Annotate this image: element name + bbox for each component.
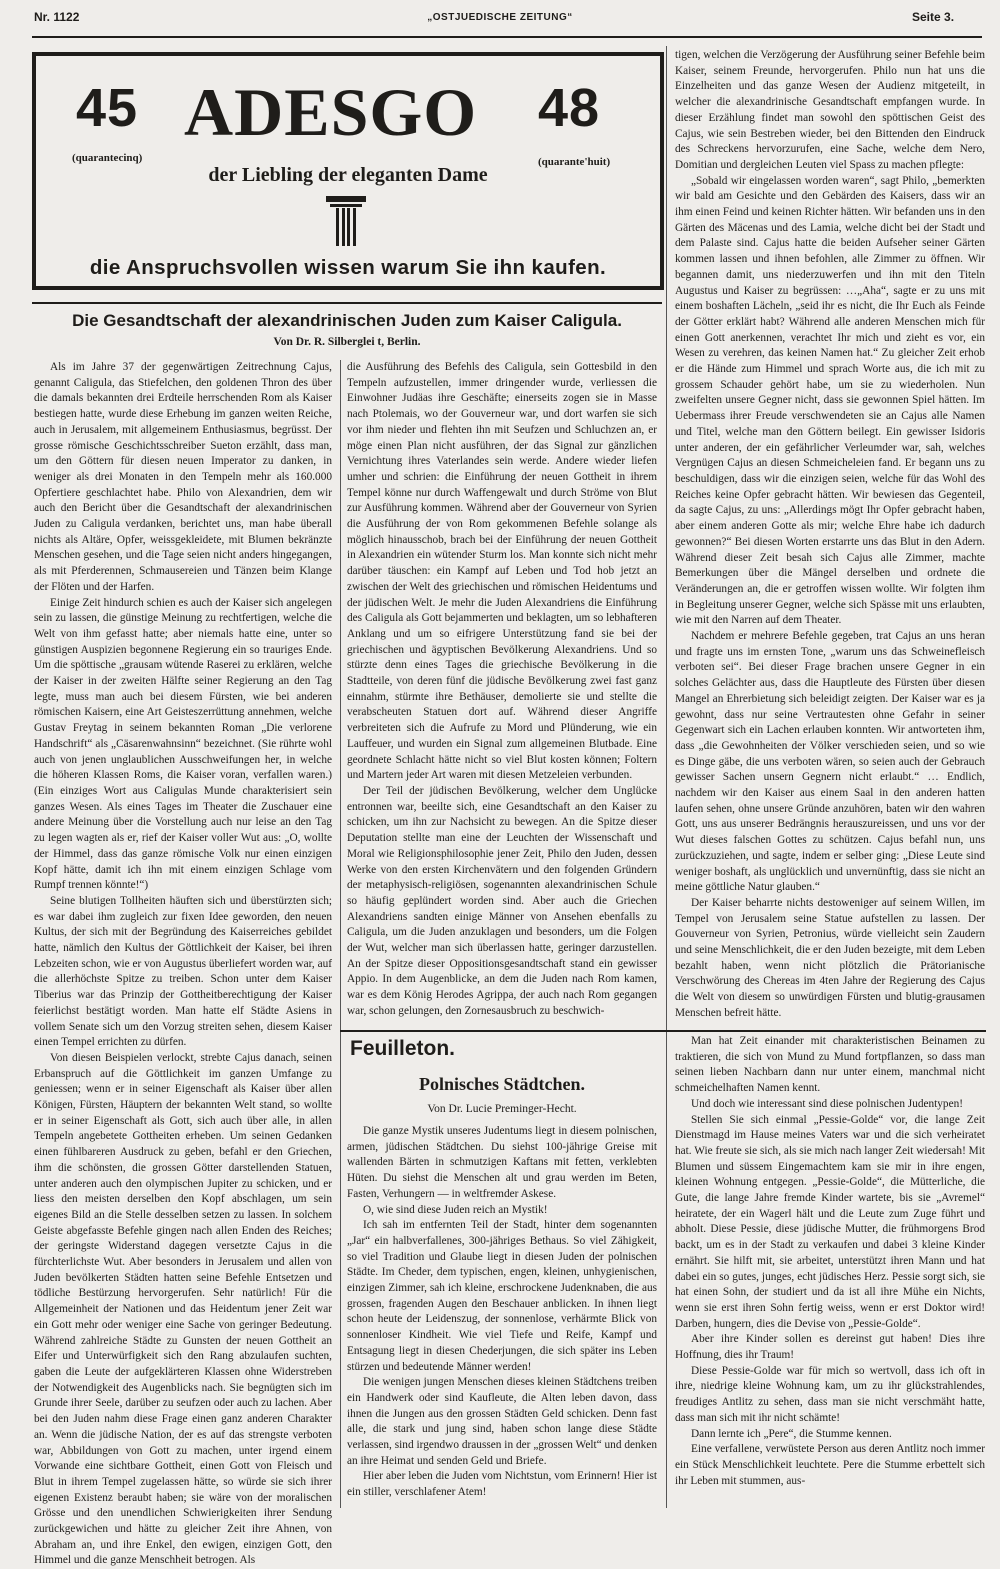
header-rule — [32, 36, 982, 38]
article-paragraph: Nachdem er mehrere Befehle gegeben, trat Cajus an uns heran und fragte uns im ernsten Tone, „warum uns das Schweinefleisch verboten sei“. Bei dieser Frage brachen unsere Gegner in ein solches Gelächter aus, dass die Hauptleute des Fürsten über diesen Mangel an Ehrerbietung sich beleidigt zeigten. Der Kaiser war es ja gewohnt, dass nur seine Vertrautesten ohne Gefahr in seiner Gegenwart sich ein Lachen erlauben konnten. Wir antworteten ihm, dass „die Gewohnheiten der Völker verschieden seien, und so wie es Dinge gäbe, die uns verboten wären, so seien auch der Gebrauch gewisser Sachen unsern Gegnern nicht erlaubt.“ … Endlich, nachdem wir den Kaiser aus einem Saal in den anderen hatten laufen sehen, ohne unsere Gründe anzuhören, baten wir den wahren Gott, uns aus unserer Bedrängnis herauszureissen, und uns vor der Wut dieses falschen Gottes zu schützen. Cajus befahl nun, uns zurückzuziehen, und sagte, indem er selber ging: „Diese Leute sind weniger boshaft, als unglücklich und unvernünftig, dass sie nicht an meine göttliche Natur glauben.“ — [675, 630, 985, 894]
article-paragraph: „Sobald wir eingelassen worden waren“, sagt Philo, „bemerkten wir bald am Gesichte und den Gebärden des Kaisers, dass wir an ihm einen Feind und keinen Richter hätten. Wir befanden uns in den Gärten des Mäcenas und des Lamia, welche dicht bei der Stadt und dem Palaste sind. Cajus hatte die beiden Aufseher seiner Gärten kommen lassen und ihnen befohlen, alle Zimmer zu öffnen. Wir begannen damit, uns niederzuwerfen und ihn mit den Titeln Augustus und Kaiser zu begrüssen: …„Aha“, sagte er zu uns mit einem boshaften Lächeln, „seid ihr es nicht, die Ihr Euch als Feinde der Götter erklärt habt? Während alle anderen Menschen mich für einen Gott anerkennen, verachtet Ihr mich und zieht es vor, ein Wesen zu verehren, das keinen Namen hat.“ Zu gleicher Zeit erhob er die Hände zum Himmel und sprach Worte aus, die ich mit zu grossem Schauder gehört habe, um sie zu wiederholen. Nun zweifelten unsere Gegner nicht, dass sie gewonnen Spiel hätten. Im Uebermass ihrer Freude verschwendeten sie an Cajus alle Namen und Titel, welche man den Göttern beilegt. Ein gewisser Isidoris unter anderen, der ein gefährlicher Verleumder war, sah, welches Vergnügen Cajus an diesen Schmeicheleien fand. Er begann uns zu beschuldigen, dass wir die einzigen seien, welche für das Wohl des Reiches keine Opfer gebracht hätten. Wir bewiesen das Gegenteil, da sagte Cajus, zu uns: „Allerdings mögt Ihr Opfer gebracht haben, aber einem anderen Gotte als mir; welche Ehre habe ich dadurch gewonnen?“ Bei diesen Worten erstarrte uns das Blut in den Adern. Während dieser Zeit besah sich Cajus alle Zimmer, machte Bemerkungen über die Mängel derselben und ordnete die Veränderungen an, die er getroffen wissen wollte. Wir folgten ihm in Begleitung unserer Gegner, welche sich Spässe mit uns erlaubten, wie mit den Narren auf dem Theater. — [675, 174, 985, 627]
issue-number: Nr. 1122 — [34, 10, 80, 24]
feuilleton-column-1 — [347, 1124, 657, 1510]
column-divider — [340, 360, 341, 1508]
feuilleton-paragraph: Ich sah im entfernten Teil der Stadt, hinter dem sogenannten „Jar“ ein halbverfallenes, 300-jähriges Bethaus. So viel Zähigkeit, so viel Tradition und Glaube liegt in diesen Juden der polnischen Städte. Im Cheder, dem typischen, engen, kleinen, unhygienischen, einzigen Zimmer, sah ich kleine, erschrockene Judenknaben, die aus grossen, fragenden Augen den Beschauer anblicken. In ihnen liegt schon heute der Leidenszug, der sonnenlose, verhärmte Blick von sonnenloser Kindheit. Wie viel Tiefe und Reife, Kampf und Entsagung liegt in diesen Chederjungen, die sich später ins Leben stürzen und bedeutende Männer werden! — [347, 1219, 657, 1373]
feuilleton-paragraph: Und doch wie interessant sind diese polnischen Judentypen! — [691, 1097, 964, 1110]
ad-tagline: die Anspruchsvollen wissen warum Sie ihn kaufen. — [89, 256, 607, 279]
ad-number-right: 48 — [538, 78, 601, 138]
article-paragraph: Einige Zeit hindurch schien es auch der Kaiser sich angelegen sein zu lassen, die günstige Meinung zu rechtfertigen, welche die Welt von ihm gefasst hatte; aber niemals hatte eine, unter so günstigen Auspizien begonnene Regierung ein so trauriges Ende. Um die spöttische „grausam wütende Raserei zu erklären, welche der Kaiser in der zweiten Hälfte seiner Regierung an den Tag legte, muss man auch bei diesem Fürsten, wie bei anderen römischen Kaisern, eine Art Geisteszerrüttung annehmen, welche Gustav Freytag in seinem bekannten Roman „Die verlorene Handschrift“ als „Cäsarenwahnsinn“ bezeichnet. (Sie rührte wohl auch von jenen unglaublichen Ausschweifungen her, in welche die höheren Klassen Roms, die Kaiser voran, verfallen waren.) (Ein einziges Wort aus Caligulas Munde charakterisiert sein ganzes Wesen. Als eines Tages im Theater die Zuschauer eine andere Meinung über die Vorstellung auch nur leise an den Tag zu legen wagten als er, rief der Kaiser voller Wut aus: „O, wollte der Himmel, dass das ganze römische Volk nur einen einzigen Kopf hätte, damit ich ihn mit einem einzigen Schlage vom Rumpf trennen könnte!“) — [34, 596, 332, 892]
article-paragraph: tigen, welchen die Verzögerung der Ausführung seiner Befehle beim Kaiser, seinem Freunde, hervorgerufen. Philo nun hat uns die Einzelheiten und das ganze Wesen der Audienz mitgeteilt, in welcher die alexandrinische Gesandtschaft empfangen wurde. In dieser Erzählung findet man sowohl den spöttischen Geist des Cajus, wie sein Bestreben wieder, bei den Bittenden den Eindruck des Schreckens hervorzurufen, eine Sache, welche dem Nero, Domitian und dergleichen Leuten viel Spass zu machen pflegte: — [675, 49, 985, 171]
article-paragraph: Der Kaiser beharrte nichts destoweniger auf seinem Willen, im Tempel von Jerusalem seine Statue aufstellen zu lassen. Der Gouverneur von Syrien, Petronius, würde vielleicht sein Zaudern und seine Menschlichkeit, die er den Juden bezeigte, mit dem Leben bezahlt haben, wenn nicht plötzlich die Prätorianische Verschwörung des Chereas im 4ten Jahre der Regierung des Cajus die Welt von diesem so unwürdigen Fürsten und blutig-grausamen Menschen befreit hätte. — [675, 896, 985, 1019]
ad-brand: ADESGO — [184, 74, 478, 150]
masthead: „OSTJUEDISCHE ZEITUNG“ — [427, 12, 573, 23]
article-paragraph: Der Teil der jüdischen Bevölkerung, welcher dem Unglücke entronnen war, beeilte sich, eine Gesandtschaft an den Kaiser zu schicken, um ihn zur Nachsicht zu bewegen. An die Spitze dieser Deputation stellte man eine der Leuchten der Wissenschaft und Moral wie Religionsphilosophie jener Zeit, Philo den Juden, dessen Werke von den ersten Kirchenvätern und den folgenden Gründern der metaphysisch-religiösen, sogenannten alexandrinischen Schule so häufig geplündert worden sind. Aber auch die Griechen Alexandriens sandten einige Männer von Ansehen ebenfalls zu Caligula, um die Juden anzuklagen und besonders, um die Folgen der Wut, welcher man sich überlassen hatte, geringer darzustellen. An der Spitze dieser Oppositionsgesandtschaft stand ein gewisser Appio. In dem Augenblicke, an dem die Juden nach Rom kamen, war es dem König Herodes Agrippa, der auch nach Rom gegangen war, schon gelungen, den Zornesausbruch zu beschwich- — [347, 784, 657, 1017]
column-divider — [666, 46, 667, 1508]
ad-logo-mark — [326, 196, 366, 248]
feuilleton-paragraph: Die wenigen jungen Menschen dieses kleinen Städtchens treiben ein Handwerk oder sind Kaufleute, die Alten leben davon, dass ihnen die Jungen aus den grossen Städten Geld schicken. Denn fast alle, die stark und jung sind, haben schon lange diese Städte verlassen, sind irgendwo draussen in der „grossen Welt“ und denken an ihre Heimat und senden Geld und Briefe. — [347, 1376, 657, 1467]
article-title: Die Gesandtschaft der alexandrinischen Juden zum Kaiser Caligula. — [72, 311, 622, 330]
article-top-rule — [32, 302, 662, 304]
article-paragraph: Seine blutigen Tollheiten häuften sich und überstürzten sich; es war dabei ihm zugleich zur fixen Idee geworden, den neuen Kultus, der sich mit der Begründung des Kaiserreiches gebildet hatte, nämlich den Kultus der Göttlichkeit der Kaiser, bei ihren Lebzeiten schon, wie er von Augustus überliefert worden war, auf die allerhöchste Spitze zu treiben. Schon unter dem Kaiser Tiberius war das Prinzip der Gottheitberechtigung der Kaiser feierlichst bestätigt worden. Man hatte elf Städte Asiens in vollem Senate sich um den Vorzug streiten sehen, diesem Kaiser einen Tempel errichten zu dürfen. — [34, 894, 332, 1049]
feuilleton-paragraph: Stellen Sie sich einmal „Pessie-Golde“ vor, die lange Zeit Dienstmagd im Hause meines Vaters war und die sich verheiratet hat. Wie freute sie sich, als sie mich nach langer Zeit wiedersah! Mit Blumen und süssem Eingemachtem kam sie mir in ihre engen, kleinen Wohnung entgegen. „Pessie-Golde“, die Mütterliche, die Gute, die lange Jahre fremde Kinder wartete, bis sie „Avremel“ heiratete, der ein Wagerl hält und die Leute zum Zuge führt und abholt. Diese Pessie, diese jüdische Mutter, die frühmorgens Brod backt, um es in der Stadt zu verkaufen und dabei 3 kleine Kinder ernährt. Sie hilft mit, sie arbeitet, unterstützt ihren Mann und hat dabei ein so gutes, junges, echt jüdisches Herz. Pessie sorgt sich, sie hat einen Sohn, der studiert und da ist all ihre Mühe ein Nichts, wenn sie erst ihren Sohn fertig weiss, wenn er erst Doktor wird! Darben, hungern, dies die Devise von „Pessie-Golde“. — [675, 1113, 985, 1330]
feuilleton-title: Polnisches Städtchen. — [418, 1074, 586, 1094]
article-paragraph: die Ausführung des Befehls des Caligula, sein Gottesbild in den Tempeln aufzustellen, immer dringender wurde, verliessen die Einwohner Judäas ihre Geschäfte; einerseits zogen sie in Masse nach Ptolemais, wo der Gouverneur war, und dort warfen sie sich vor ihm nieder und flehten ihn mit Seufzen und Schluchzen an, er möge einen Plan nicht ausführen, der das Signal zur gänzlichen Vernichtung ihres Vaterlandes sein werde. Andere wieder liefen umher und schrien: die Einführung der neuen Gottheit in ihrem Tempel könne nur durch Waffengewalt und durch Ströme von Blut zur Ausführung kommen. Während aber der Gouverneur von Syrien die Ausführung der von Rom gekommenen Befehle solange als möglich hinausschob, brach bei der Einführung der neuen Gottheit in Alexandrien ein wütender Sturm los. Man konnte sich nicht mehr darüber täuschen: ein Kampf auf Leben und Tod hob jetzt an zwischen der Welt des griechischen und römischen Heidentums und der jüdischen Welt. Je mehr die Juden Alexandriens die Einführung des Caligula als Gott bejammerten und beklagten, um so lebhafteren Anklang und um so eifrigere Unterstützung fand sie bei der griechischen und ägyptischen Bevölkerung Alexandriens. Und so stürzte denn eines Tages die griechische Bevölkerung in die Stadtteile, von deren fünf die jüdische Bevölkerung zwei fast ganz einnahm, stürmte ihre Bethäuser, demolierte sie und stellte die verabscheuten Statuen dort auf. Während dieser Angriffe verbreiteten sich die Aufrufe zu Mord und Plünderung, wie ein Lauffeuer, und wurden ein Signal zum allgemeinen Blutbade. Eine geordnete Schlacht hätte nicht so viel Blut kosten können; Foltern und Martern jeder Art waren mit diesen Metzeleien verbunden. — [347, 361, 657, 782]
feuilleton-paragraph: Dann lernte ich „Pere“, die Stumme kennen. — [691, 1427, 892, 1440]
article-paragraph: Als im Jahre 37 der gegenwärtigen Zeitrechnung Cajus, genannt Caligula, das Stiefelchen, den goldenen Thron des über die damals bekannten drei Erdteile herrschenden Rom als Kaiser bestiegen hatte, wurde diese Erhebung im ganzen weiten Reiche, auch in Jerusalem, mit allgemeinem Enthusiasmus, begrüsst. Der grosse römische Geschichtsschreiber Sueton erzählt, dass man, um den Göttern für diesen neuen Imperator zu danken, in weniger als drei Monaten in den Tempeln mehr als 160.000 Opfertiere geschlachtet habe. Philo von Alexandrien, dem wir auch den Bericht über die Gesandtschaft der alexandrinischen Juden zu Caligula verdanken, berichtet uns, man habe überall nichts als Altäre, Opfer, weissgekleidete, mit Blumen bekränzte Menschen gesehen, und die Tage seien nicht anders hingegangen, als mit Pferderennen, Schmausereien und Tänzen beim Klange der Flöten und der Harfen. — [34, 361, 332, 593]
ad-pronunciation-left: (quarantecinq) — [72, 152, 143, 164]
feuilleton-column-2 — [675, 1034, 985, 1510]
article-paragraph: Von diesen Beispielen verlockt, strebte Cajus danach, seinen Erbanspruch auf die Göttlichkeit im ganzen Umfange zu geniessen; wenn er in seiner Eigenschaft als Kaiser über allen Königen, Fürsten, Häuptern der bekannten Welt stand, so wollte er in seiner Eigenschaft als Gott, sich auch über alle, in allen Tempeln angebetete Gottheiten erheben. Um seinen Gedanken einen fühlbareren Ausdruck zu geben, befahl er den Griechen, ihm die schönsten, die grossen Götter darstellenden Statuen, unter anderen auch den olympischen Jupiter zu schicken, und er liess den meisten derselben den Kopf abschlagen, um sein eigenes Bild an die Stelle desselben setzen zu lassen. In solchem Geiste abgefasste Befehle gingen nach allen Enden des Reiches; der geringste Widerstand dagegen versetzte Cajus in die fürchterlichste Wut. Aber besonders in Jerusalem und allen von Juden bevölkerten Städten hatten seine Befehle Entsetzen und tödliche Bestürzung hervorgerufen. Sehr natürlich! Für die Allgemeinheit der Nationen und das Heidentum jener Zeit war ein Gott mehr oder weniger eine Sache von geringer Bedeutung. Während zahlreiche Städte zu Gunsten der neuen Gottheit an Eifer und Unterwürfigkeit sich den Rang abzulaufen suchten, gaben die Leute der aufgeklärteren Klassen ohne Widerstreben der Notwendigkeit des Augenblicks nach. Sie begnügten sich im Grunde ihrer Seele, darüber zu seufzen oder auch zu lachen. Aber bei den Juden nahm diese Frage einen ganz anderen Charakter an. Wenn die jüdische Nation, der es auf das strengste verboten war, Abbildungen von Gott zu machen, unter irgend einem Vorwande eine sichtbare Gottheit, einen Gott von Fleisch und Blut in ihrem Tempel zugelassen hätte, so würde sie sich ihrer eigenen Existenz beraubt haben; sie wäre von der moralischen Grösse und den unendlichen Schwierigkeiten ihrer Sendung zurückgewichen und hätte zu gleicher Zeit ihre Ahnen, von Abraham an, und ihre Enkel, den ewigen, einzigen Gott, den Himmel und die ganze Menschheit betrogen. Als — [34, 1051, 332, 1567]
feuilleton-paragraph: Aber ihre Kinder sollen es dereinst gut haben! Dies ihre Hoffnung, dies ihr Traum! — [675, 1333, 985, 1362]
adesgo-advertisement — [32, 52, 664, 290]
ad-number-left: 45 — [76, 78, 139, 138]
feuilleton-paragraph: O, wie sind diese Juden reich an Mystik! — [363, 1203, 548, 1216]
page-header — [0, 0, 1000, 40]
article-column-3 — [675, 48, 985, 1026]
article-column-2 — [347, 360, 657, 1026]
page-number: Seite 3. — [912, 10, 955, 24]
feuilleton-paragraph: Man hat Zeit einander mit charakteristischen Beinamen zu traktieren, die sich von Mund zu Mund fortpflanzen, so dass man seinen lieben Nachbarn dann nur unter einem, manchmal nicht schmeichelhaften Namen kennt. — [675, 1035, 985, 1095]
feuilleton-paragraph: Die ganze Mystik unseres Judentums liegt in diesem polnischen, armen, jüdischen Städtchen. Du siehst 100-jährige Greise mit wallenden Bärten in schmutzigen Kaftans mit fetten, verklebten Hüten. Du siehst die Menschen alt und grau werden im Beten, Fasten, Verhungern — in weltfremder Askese. — [347, 1125, 657, 1200]
ad-pronunciation-right: (quarante'huit) — [538, 156, 611, 168]
feuilleton-rule — [340, 1030, 986, 1032]
article-byline: Von Dr. R. Silberglei t, Berlin. — [273, 336, 421, 348]
article-column-1 — [34, 360, 332, 1567]
feuilleton-byline: Von Dr. Lucie Preminger-Hecht. — [427, 1103, 577, 1115]
feuilleton-paragraph: Diese Pessie-Golde war für mich so wertvoll, dass ich oft in ihre, niedrige kleine Wohnung kam, um zu ihr glückstrahlendes, freudiges Antlitz zu sehen, dass man sie nicht verschmäht hatte, dass man sich mit ihr nicht schämte! — [675, 1364, 985, 1424]
feuilleton-paragraph: Hier aber leben die Juden vom Nichtstun, vom Erinnern! Hier ist ein stiller, verschlafener Atem! — [347, 1470, 657, 1499]
feuilleton-section-title: Feuilleton. — [350, 1037, 455, 1060]
ad-slogan: der Liebling der eleganten Dame — [208, 164, 488, 186]
feuilleton-paragraph: Eine verfallene, verwüstete Person aus deren Antlitz noch immer ein Stück Menschlichkeit leuchtete. Pere die Stumme erbettelt sich ihr Leben mit stummen, aus- — [675, 1443, 985, 1487]
